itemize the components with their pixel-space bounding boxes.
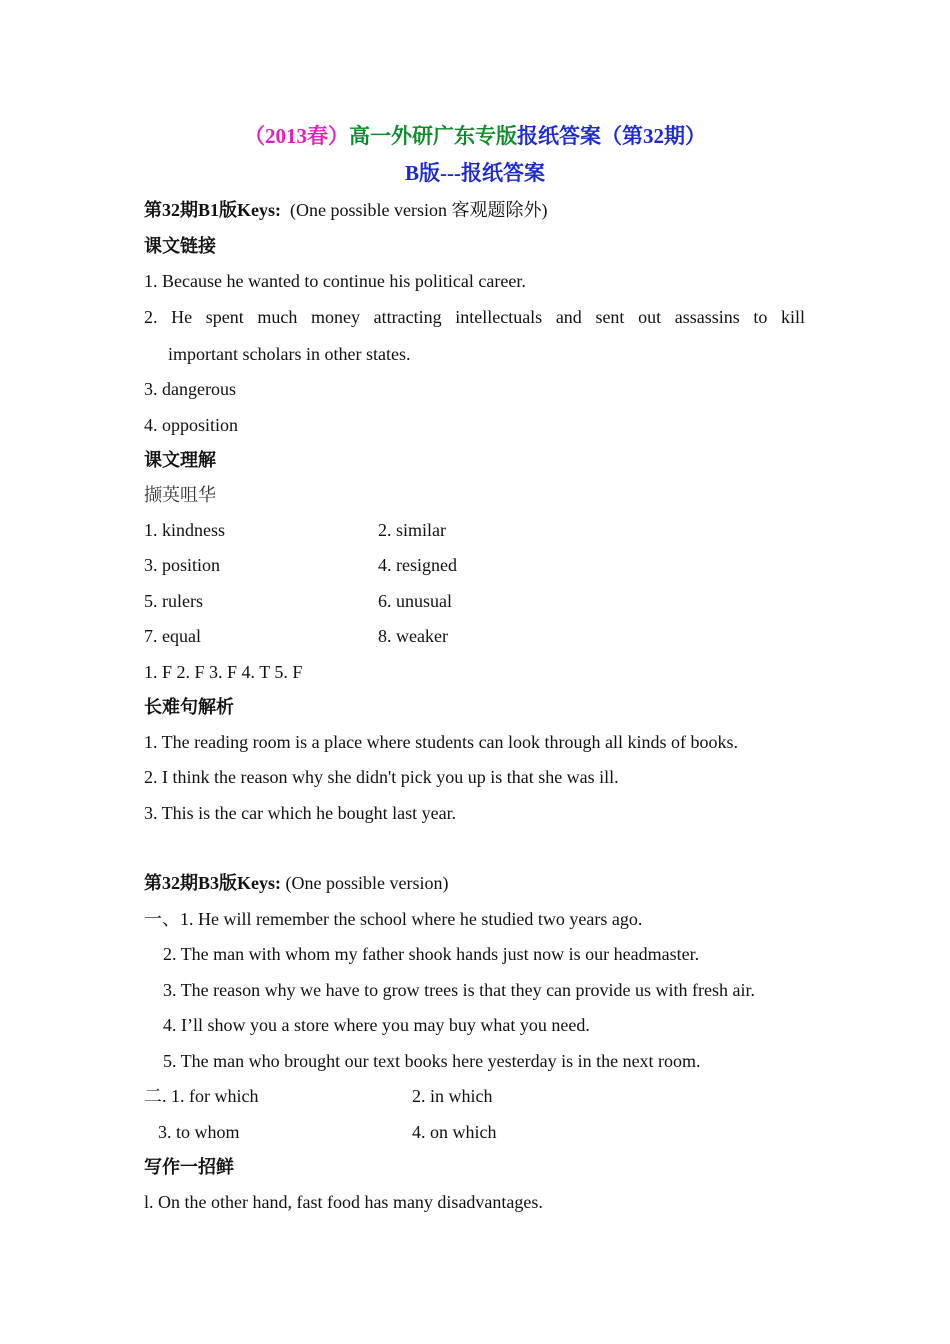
sentence-1: 1. The reading room is a place where students can look through all kinds of books. — [144, 732, 739, 752]
b1-answer-3: 3. dangerous — [144, 379, 236, 399]
b1-answer-1: 1. Because he wanted to continue his political career. — [144, 271, 526, 291]
b3-part2-right-2: 4. on which — [412, 1122, 497, 1142]
vocab-right-4: 8. weaker — [378, 626, 448, 646]
b1-keys-line — [144, 199, 547, 221]
vocab-left-1: 1. kindness — [144, 520, 225, 540]
b1-answer-2-word: to — [753, 307, 768, 327]
b1-answer-2-cont: important scholars in other states. — [168, 344, 411, 364]
title-year: （2013春） — [244, 124, 349, 148]
b3-part2-left-1: 二. 1. for which — [144, 1086, 259, 1106]
document-title — [0, 123, 950, 149]
vocab-right-3: 6. unusual — [378, 591, 452, 611]
b1-answer-2-word: out — [638, 307, 662, 327]
b1-answer-2-word: and — [555, 307, 582, 327]
b1-answer-2-word: money — [311, 307, 360, 327]
b3-part2-right-1: 2. in which — [412, 1086, 493, 1106]
b3-keys-line — [144, 872, 448, 894]
vocab-left-3: 5. rulers — [144, 591, 203, 611]
b1-section-heading-1: 课文链接 — [144, 236, 216, 256]
b3-part2-left-2: 3. to whom — [158, 1122, 240, 1142]
writing-item-1: l. On the other hand, fast food has many disadvantages. — [144, 1192, 543, 1212]
title-issue: 报纸答案（第32期） — [517, 124, 706, 148]
b1-keys-note: (One possible version 客观题除外) — [290, 200, 548, 220]
b1-answer-2-word: much — [257, 307, 298, 327]
b3-part1-item-5: 5. The man who brought our text books here yesterday is in the next room. — [163, 1051, 701, 1071]
b1-section-heading-3: 长难句解析 — [144, 697, 234, 717]
b1-answer-2-word: attracting — [373, 307, 442, 327]
vocab-right-1: 2. similar — [378, 520, 446, 540]
document-subtitle: B版---报纸答案 — [405, 161, 545, 185]
b1-answer-2-word: spent — [205, 307, 244, 327]
b1-answer-2-word: kill — [780, 307, 805, 327]
b1-answer-4: 4. opposition — [144, 415, 239, 435]
b1-section-heading-2: 课文理解 — [144, 450, 216, 470]
b1-answer-2-word: intellectuals — [455, 307, 543, 327]
vocab-left-4: 7. equal — [144, 626, 201, 646]
b1-subheading: 撷英咀华 — [144, 485, 216, 505]
true-false-answers: 1. F 2. F 3. F 4. T 5. F — [144, 662, 303, 682]
b1-keys-label: 第32期B1版Keys: — [144, 200, 281, 220]
title-edition: 高一外研广东专版 — [349, 124, 517, 148]
vocab-right-2: 4. resigned — [378, 555, 457, 575]
b3-part1-item-4: 4. I’ll show you a store where you may buy what you need. — [163, 1015, 590, 1035]
b1-answer-2-word: 2. — [144, 307, 158, 327]
b1-answer-2 — [144, 306, 805, 328]
b1-answer-2-word: assassins — [674, 307, 740, 327]
b3-part1-item-1: 一、1. He will remember the school where he studied two years ago. — [144, 909, 643, 929]
b3-keys-note: (One possible version) — [285, 873, 449, 893]
b3-keys-label: 第32期B3版Keys: — [144, 873, 281, 893]
b3-part1-item-3: 3. The reason why we have to grow trees is that they can provide us with fresh air. — [163, 980, 756, 1000]
writing-heading: 写作一招鲜 — [144, 1157, 234, 1177]
sentence-2: 2. I think the reason why she didn't pick you up is that she was ill. — [144, 767, 619, 787]
b3-part1-item-2: 2. The man with whom my father shook hands just now is our headmaster. — [163, 944, 700, 964]
b1-answer-2-word: sent — [595, 307, 625, 327]
vocab-left-2: 3. position — [144, 555, 221, 575]
sentence-3: 3. This is the car which he bought last year. — [144, 803, 457, 823]
b1-answer-2-word: He — [171, 307, 193, 327]
